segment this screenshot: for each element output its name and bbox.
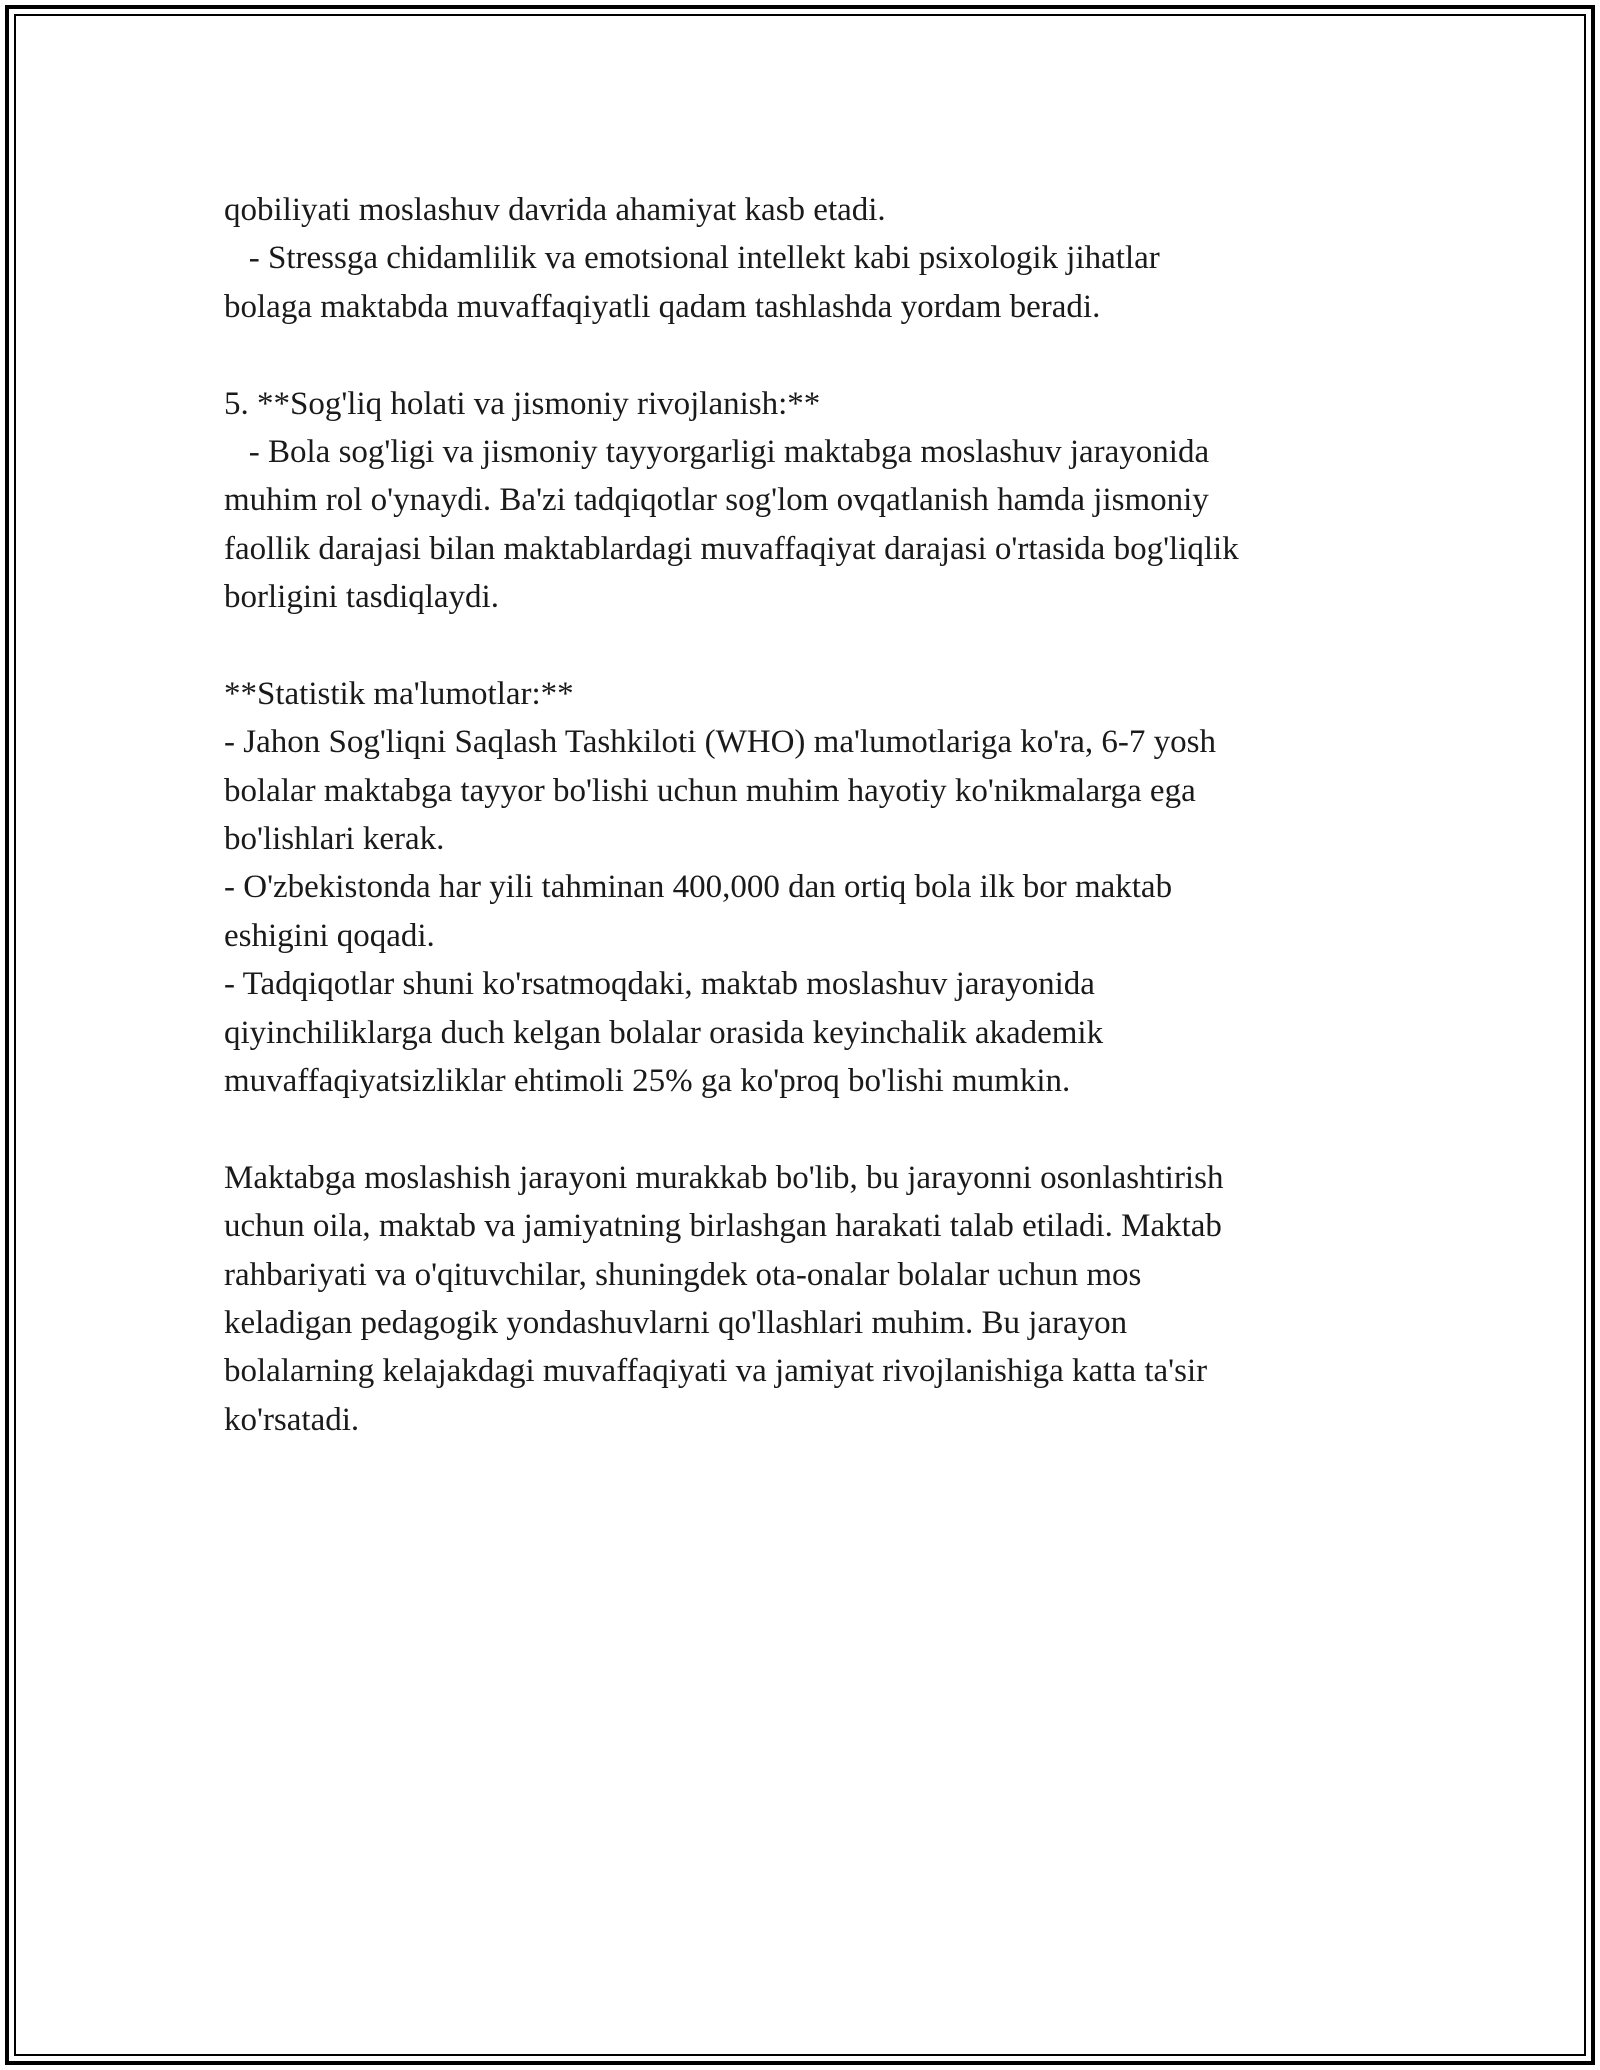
text-line: eshigini qoqadi. bbox=[224, 917, 435, 954]
paragraph-gap bbox=[224, 1105, 1384, 1153]
paragraph-conclusion bbox=[224, 1154, 1384, 1444]
text-line: uchun oila, maktab va jamiyatning birlashgan harakati talab etiladi. Maktab bbox=[224, 1208, 1222, 1245]
text-line: Maktabga moslashish jarayoni murakkab bo'lib, bu jarayonni osonlashtirish bbox=[224, 1159, 1224, 1196]
text-line: borligini tasdiqlaydi. bbox=[224, 579, 499, 616]
text-line: bolalarning kelajakdagi muvaffaqiyati va jamiyat rivojlanishiga katta ta'sir bbox=[224, 1353, 1208, 1390]
paragraph-psychology-continuation bbox=[224, 186, 1384, 331]
text-line: - Jahon Sog'liqni Saqlash Tashkiloti (WHO) ma'lumotlariga ko'ra, 6-7 yosh bbox=[224, 724, 1216, 761]
document-body bbox=[224, 186, 1384, 1444]
text-line: qiyinchiliklarga duch kelgan bolalar orasida keyinchalik akademik bbox=[224, 1014, 1104, 1051]
text-line: - Stressga chidamlilik va emotsional intellekt kabi psixologik jihatlar bbox=[224, 240, 1160, 277]
paragraph-gap bbox=[224, 331, 1384, 379]
section-health bbox=[224, 380, 1384, 622]
text-line: - O'zbekistonda har yili tahminan 400,000 dan ortiq bola ilk bor maktab bbox=[224, 869, 1173, 906]
section-heading: **Statistik ma'lumotlar:** bbox=[224, 675, 574, 712]
text-line: bolalar maktabga tayyor bo'lishi uchun muhim hayotiy ko'nikmalarga ega bbox=[224, 772, 1196, 809]
text-line: bolaga maktabda muvaffaqiyatli qadam tashlashda yordam beradi. bbox=[224, 288, 1101, 325]
text-line: muhim rol o'ynaydi. Ba'zi tadqiqotlar sog'lom ovqatlanish hamda jismoniy bbox=[224, 482, 1209, 519]
text-line: keladigan pedagogik yondashuvlarni qo'llashlari muhim. Bu jarayon bbox=[224, 1304, 1128, 1341]
text-line: qobiliyati moslashuv davrida ahamiyat kasb etadi. bbox=[224, 192, 886, 228]
section-statistics bbox=[224, 670, 1384, 1106]
text-line: ko'rsatadi. bbox=[224, 1401, 360, 1438]
text-line: - Tadqiqotlar shuni ko'rsatmoqdaki, maktab moslashuv jarayonida bbox=[224, 966, 1095, 1003]
text-line: - Bola sog'ligi va jismoniy tayyorgarligi maktabga moslashuv jarayonida bbox=[224, 433, 1210, 470]
text-line: bo'lishlari kerak. bbox=[224, 821, 445, 858]
paragraph-gap bbox=[224, 622, 1384, 670]
text-line: faollik darajasi bilan maktablardagi muvaffaqiyat darajasi o'rtasida bog'liqlik bbox=[224, 530, 1239, 567]
text-line: rahbariyati va o'qituvchilar, shuningdek ota-onalar bolalar uchun mos bbox=[224, 1256, 1142, 1293]
section-heading: 5. **Sog'liq holati va jismoniy rivojlanish:** bbox=[224, 385, 821, 422]
text-line: muvaffaqiyatsizliklar ehtimoli 25% ga ko'proq bo'lishi mumkin. bbox=[224, 1063, 1071, 1100]
